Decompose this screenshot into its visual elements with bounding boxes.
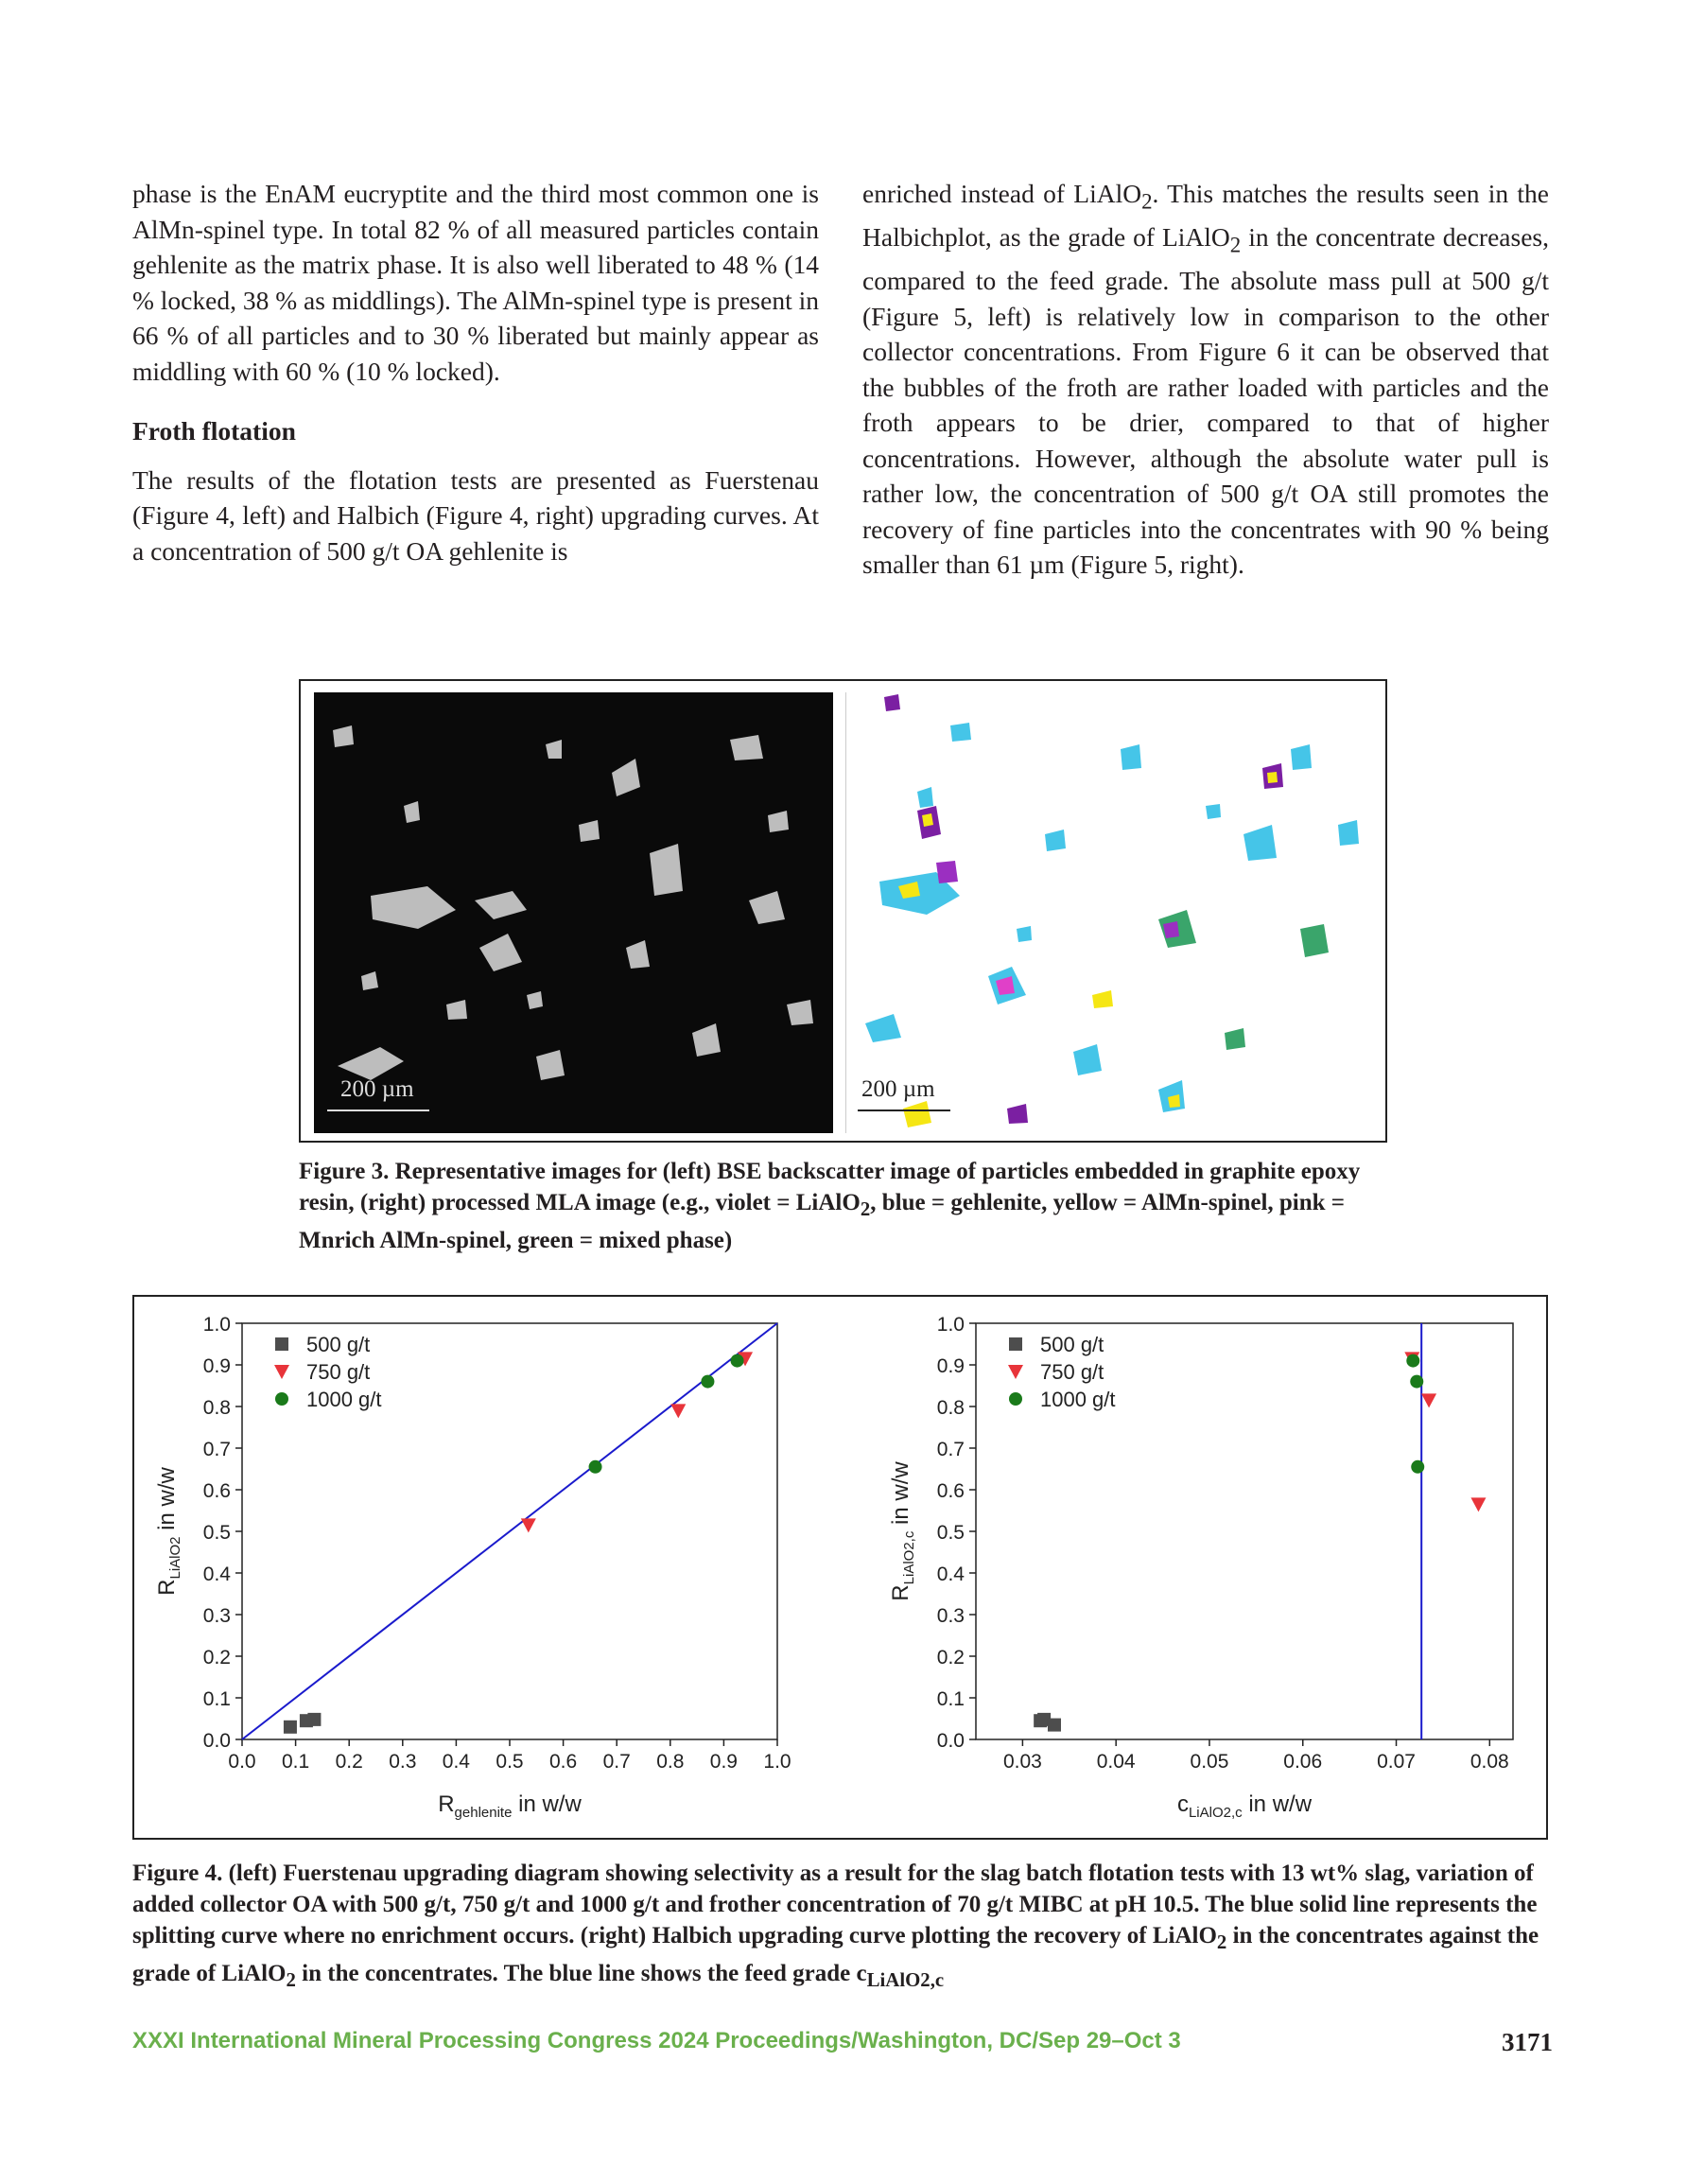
y-tick-label: 0.2 [202,1647,231,1669]
bse-particles [314,692,833,1133]
chart-panel-1 [203,1314,791,1773]
legend-marker [1009,1337,1022,1351]
y-tick-label: 0.1 [202,1688,231,1710]
data-point-750gt [1421,1393,1436,1407]
y-tick-label: 0.9 [202,1355,231,1377]
x-tick-label: 0.06 [1283,1751,1323,1773]
legend-label: 1000 g/t [1040,1388,1116,1411]
x-tick-label: 0.08 [1470,1751,1509,1773]
x-axis-label: $R_{gehlenite}$ in w/w [438,1791,582,1821]
x-tick-label: 0.04 [1096,1751,1136,1773]
legend-marker [1008,1365,1023,1379]
figure-3 [299,679,1387,1143]
legend-marker [275,1392,288,1406]
x-tick-label: 0.1 [281,1751,310,1773]
y-axis-label: $R_{LiAlO2,c}$ in w/w [888,1461,917,1601]
y-tick-label: 0.9 [936,1355,965,1377]
bse-image [314,692,833,1133]
data-point-500gt [284,1721,297,1734]
y-tick-label: 0.6 [202,1480,231,1502]
caption-text: Figure 4. (left) Fuerstenau upgrading diagram showing selectivity as a result for the slag batch flotation tests with 13 wt% slag, variation of added collector OA with 500 g/t, 750 g/t and 1000 g/t and frother concentration of 70 g/t MIBC at pH 10.5. The blue solid line represents the splitting curve where no enrichment occurs. (right) Halbich upgrading curve plotting the recovery of LiAlO [132,1861,1538,1948]
section-heading: Froth flotation [132,416,296,446]
x-tick-label: 0.9 [709,1751,739,1773]
y-tick-label: 0.5 [936,1522,965,1544]
legend-label: 750 g/t [306,1360,371,1384]
x-axis-label: $c_{LiAlO2,c}$ in w/w [1176,1791,1313,1821]
chart-panel-2 [937,1314,1513,1773]
y-tick-label: 0.8 [936,1397,965,1419]
figure-3-caption [299,1156,1396,1256]
data-point-500gt [307,1713,321,1726]
data-point-1000gt [701,1375,714,1389]
plot-frame [976,1323,1513,1739]
legend-label: 750 g/t [1040,1360,1104,1384]
subscript: LiAlO2,c [866,1968,945,1991]
y-tick-label: 0.8 [202,1397,231,1419]
legend-label: 1000 g/t [306,1388,382,1411]
y-tick-label: 0.7 [202,1439,231,1460]
scale-bar-label: 200 µm [340,1076,414,1102]
data-point-500gt [1048,1719,1061,1732]
figure-4-charts [134,1297,1546,1838]
data-point-750gt [670,1404,686,1418]
y-tick-label: 1.0 [202,1314,231,1336]
y-axis-label: $R_{LiAlO2}$ in w/w [154,1467,183,1596]
x-tick-label: 0.2 [335,1751,363,1773]
mla-particles [846,692,1377,1133]
y-tick-label: 0.5 [202,1522,231,1544]
data-point-750gt [1470,1497,1486,1511]
y-tick-label: 0.3 [202,1605,231,1627]
y-tick-label: 0.4 [202,1564,231,1585]
x-tick-label: 1.0 [763,1751,791,1773]
subscript: 2 [286,1968,296,1991]
paragraph: The results of the flotation tests are presented as Fuerstenau (Figure 4, left) and Halbich (Figure 4, right) upgrading curves. At a concentration of 500 g/t OA gehlenite is [132,464,819,566]
y-tick-label: 0.4 [936,1564,965,1585]
text-column-right [862,176,1549,583]
paragraph [862,176,1549,583]
x-tick-label: 0.03 [1002,1751,1042,1773]
x-tick-label: 0.0 [228,1751,256,1773]
legend-marker [275,1337,288,1351]
y-tick-label: 0.7 [936,1439,965,1460]
x-tick-label: 0.8 [656,1751,685,1773]
legend-label: 500 g/t [1040,1333,1104,1356]
data-point-1000gt [1406,1354,1419,1368]
splitting-line [242,1323,777,1739]
figure-4 [132,1295,1548,1840]
y-tick-label: 0.0 [936,1730,965,1752]
figure-4-caption [132,1858,1548,1996]
subscript: 2 [1229,233,1242,257]
data-point-1000gt [589,1460,602,1474]
x-tick-label: 0.7 [602,1751,631,1773]
caption-text: in the concentrates against the grade of LiAlO [132,1923,1539,1986]
legend-label: 500 g/t [306,1333,371,1356]
x-tick-label: 0.05 [1190,1751,1229,1773]
y-tick-label: 0.3 [936,1605,965,1627]
y-tick-label: 0.2 [936,1647,965,1669]
legend-marker [1009,1392,1022,1406]
subscript: 2 [1216,1931,1227,1953]
paragraph: phase is the EnAM eucryptite and the third most common one is AlMn-spinel type. In total 82 % of all measured particles contain gehlenite as the matrix phase. It is also well liberated to 48 % (14 % locked, 38 % as middlings). The AlMn-spinel type is present in 66 % of all particles and to 30 % liberated but mainly appear as middling with 60 % (10 % locked). [132,179,819,386]
data-point-1000gt [731,1354,744,1368]
y-tick-label: 0.0 [202,1730,231,1752]
text-run: enriched instead of LiAlO [862,179,1142,208]
x-tick-label: 0.6 [548,1751,578,1773]
x-tick-label: 0.3 [389,1751,417,1773]
subscript: 2 [1141,189,1153,214]
text-column-left [132,176,819,568]
y-tick-label: 0.6 [936,1480,965,1502]
x-tick-label: 0.4 [442,1751,471,1773]
x-tick-label: 0.5 [496,1751,524,1773]
scale-bar-label: 200 µm [861,1076,935,1102]
caption-text: Figure 3. Representative images for (left) BSE backscatter image of particles embedded in graphite epoxy resin, (right) processed MLA image (e.g., violet = LiAlO [299,1159,1361,1215]
mla-image [845,692,1377,1133]
data-point-750gt [521,1518,536,1532]
data-point-1000gt [1411,1460,1424,1474]
y-tick-label: 0.1 [936,1688,965,1710]
legend-marker [274,1365,289,1379]
y-tick-label: 1.0 [936,1314,965,1336]
data-point-1000gt [1410,1375,1423,1389]
page-number: 3171 [1502,2028,1553,2056]
caption-text: , blue = gehlenite, yellow = AlMn-spinel, pink = Mnrich AlMn-spinel, green = mixed phase) [299,1190,1346,1253]
subscript: 2 [860,1197,871,1220]
text-run: . This matches the results seen in the Halbichplot, as the grade of LiAlO [862,179,1549,252]
footer-conference: XXXI International Mineral Processing Congress 2024 Proceedings/Washington, DC/Sep 29–Oct 3 [132,2028,1181,2053]
caption-text: in the concentrates. The blue line shows the feed grade c [295,1961,867,1986]
x-tick-label: 0.07 [1377,1751,1416,1773]
text-run: in the concentrate decreases, compared to the feed grade. The absolute mass pull at 500 g/t (Figure 5, left) is relatively low in comparison to the other collector concentrations. From Figure 6 it can be observed that the bubbles of the froth are rather loaded with particles and the froth appears to be drier, compared to that of higher concentrations. However, although the absolute water pull is rather low, the concentration of 500 g/t OA still promotes the recovery of fine particles into the concentrates with 90 % being smaller than 61 µm (Figure 5, right). [862,222,1549,579]
